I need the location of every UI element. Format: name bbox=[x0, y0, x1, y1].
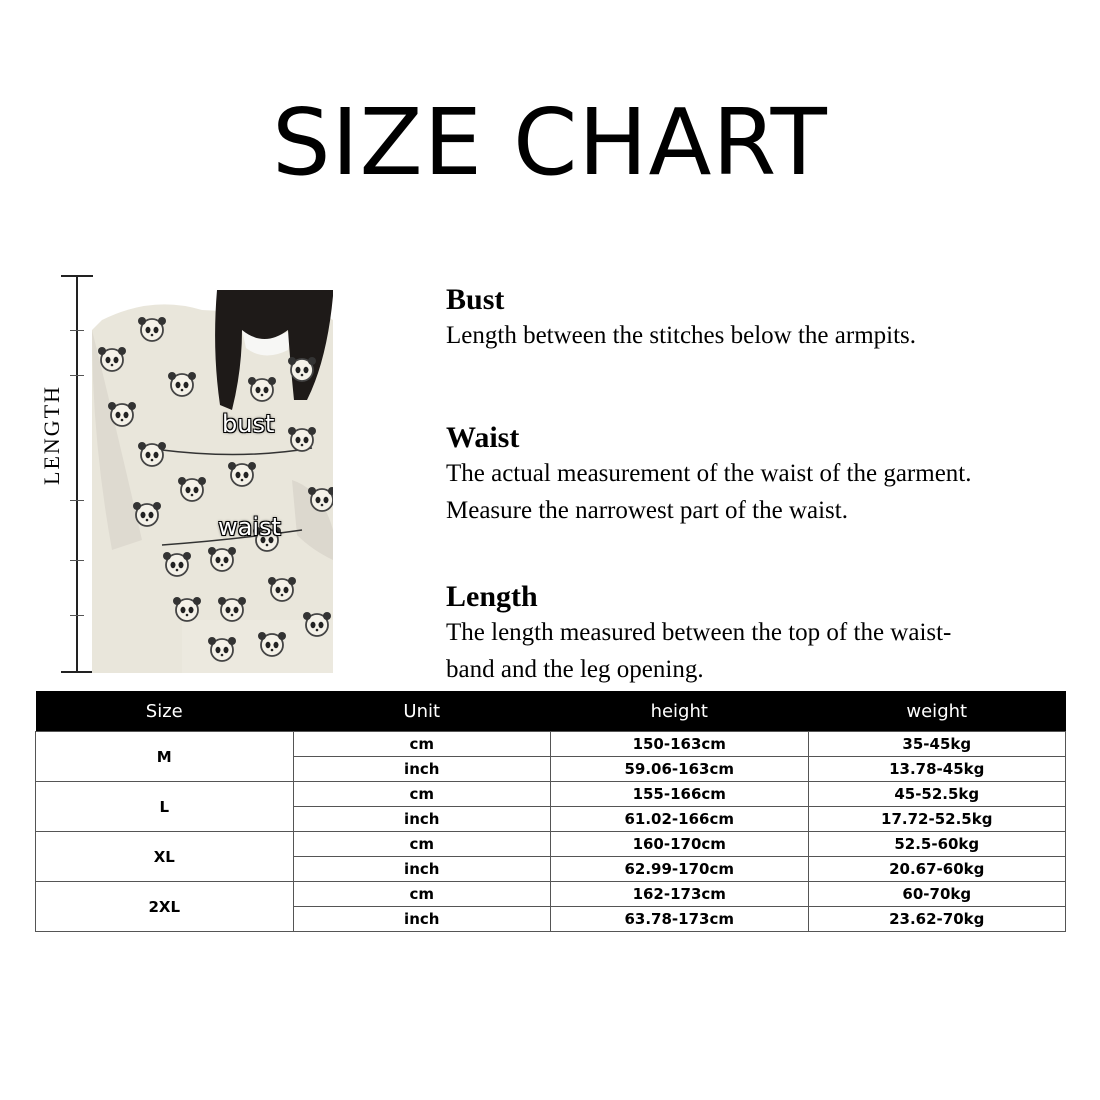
waist-label: waist bbox=[218, 513, 281, 541]
weight-cell: 60-70kg bbox=[808, 882, 1066, 907]
garment-photo bbox=[92, 290, 333, 673]
height-cell: 61.02-166cm bbox=[551, 807, 809, 832]
ruler-line bbox=[76, 276, 78, 672]
table-row bbox=[36, 782, 1066, 807]
bust-text-line: Length between the stitches below the armpits. bbox=[446, 322, 917, 349]
unit-cell: inch bbox=[293, 907, 551, 932]
table-header-row bbox=[36, 691, 1066, 732]
height-cell: 162-173cm bbox=[551, 882, 809, 907]
size-cell: M bbox=[36, 732, 294, 782]
ruler-tick bbox=[70, 560, 84, 561]
ruler-bottom-cap bbox=[61, 671, 93, 673]
waist-text-line: The actual measurement of the waist of the garment. bbox=[446, 460, 972, 487]
unit-cell: cm bbox=[293, 732, 551, 757]
length-label: LENGTH bbox=[39, 385, 64, 485]
length-text-line: The length measured between the top of the waist- bbox=[446, 619, 952, 646]
bust-label: bust bbox=[222, 410, 275, 438]
height-cell: 160-170cm bbox=[551, 832, 809, 857]
weight-cell: 45-52.5kg bbox=[808, 782, 1066, 807]
bust-definition bbox=[446, 283, 916, 354]
size-cell: 2XL bbox=[36, 882, 294, 932]
table-row bbox=[36, 882, 1066, 907]
header-unit: Unit bbox=[293, 691, 551, 732]
ruler-tick bbox=[70, 330, 84, 331]
ruler-tick bbox=[70, 500, 84, 501]
height-cell: 59.06-163cm bbox=[551, 757, 809, 782]
unit-cell: inch bbox=[293, 757, 551, 782]
waist-definition bbox=[446, 421, 972, 529]
table-row bbox=[36, 732, 1066, 757]
table-row bbox=[36, 832, 1066, 857]
weight-cell: 13.78-45kg bbox=[808, 757, 1066, 782]
unit-cell: cm bbox=[293, 832, 551, 857]
unit-cell: cm bbox=[293, 882, 551, 907]
unit-cell: inch bbox=[293, 857, 551, 882]
waist-text-line: Measure the narrowest part of the waist. bbox=[446, 497, 848, 524]
height-cell: 63.78-173cm bbox=[551, 907, 809, 932]
weight-cell: 23.62-70kg bbox=[808, 907, 1066, 932]
weight-cell: 52.5-60kg bbox=[808, 832, 1066, 857]
length-term: Length bbox=[446, 580, 538, 613]
weight-cell: 17.72-52.5kg bbox=[808, 807, 1066, 832]
height-cell: 155-166cm bbox=[551, 782, 809, 807]
weight-cell: 35-45kg bbox=[808, 732, 1066, 757]
bust-term: Bust bbox=[446, 283, 505, 316]
ruler-tick bbox=[70, 615, 84, 616]
unit-cell: inch bbox=[293, 807, 551, 832]
size-cell: XL bbox=[36, 832, 294, 882]
weight-cell: 20.67-60kg bbox=[808, 857, 1066, 882]
waist-term: Waist bbox=[446, 421, 520, 454]
header-height: height bbox=[551, 691, 809, 732]
ruler-tick bbox=[70, 375, 84, 376]
length-text-line: band and the leg opening. bbox=[446, 656, 704, 683]
size-table bbox=[35, 691, 1066, 932]
length-definition bbox=[446, 580, 951, 688]
size-cell: L bbox=[36, 782, 294, 832]
height-cell: 62.99-170cm bbox=[551, 857, 809, 882]
page-title: SIZE CHART bbox=[272, 89, 828, 196]
unit-cell: cm bbox=[293, 782, 551, 807]
height-cell: 150-163cm bbox=[551, 732, 809, 757]
header-weight: weight bbox=[808, 691, 1066, 732]
header-size: Size bbox=[36, 691, 294, 732]
